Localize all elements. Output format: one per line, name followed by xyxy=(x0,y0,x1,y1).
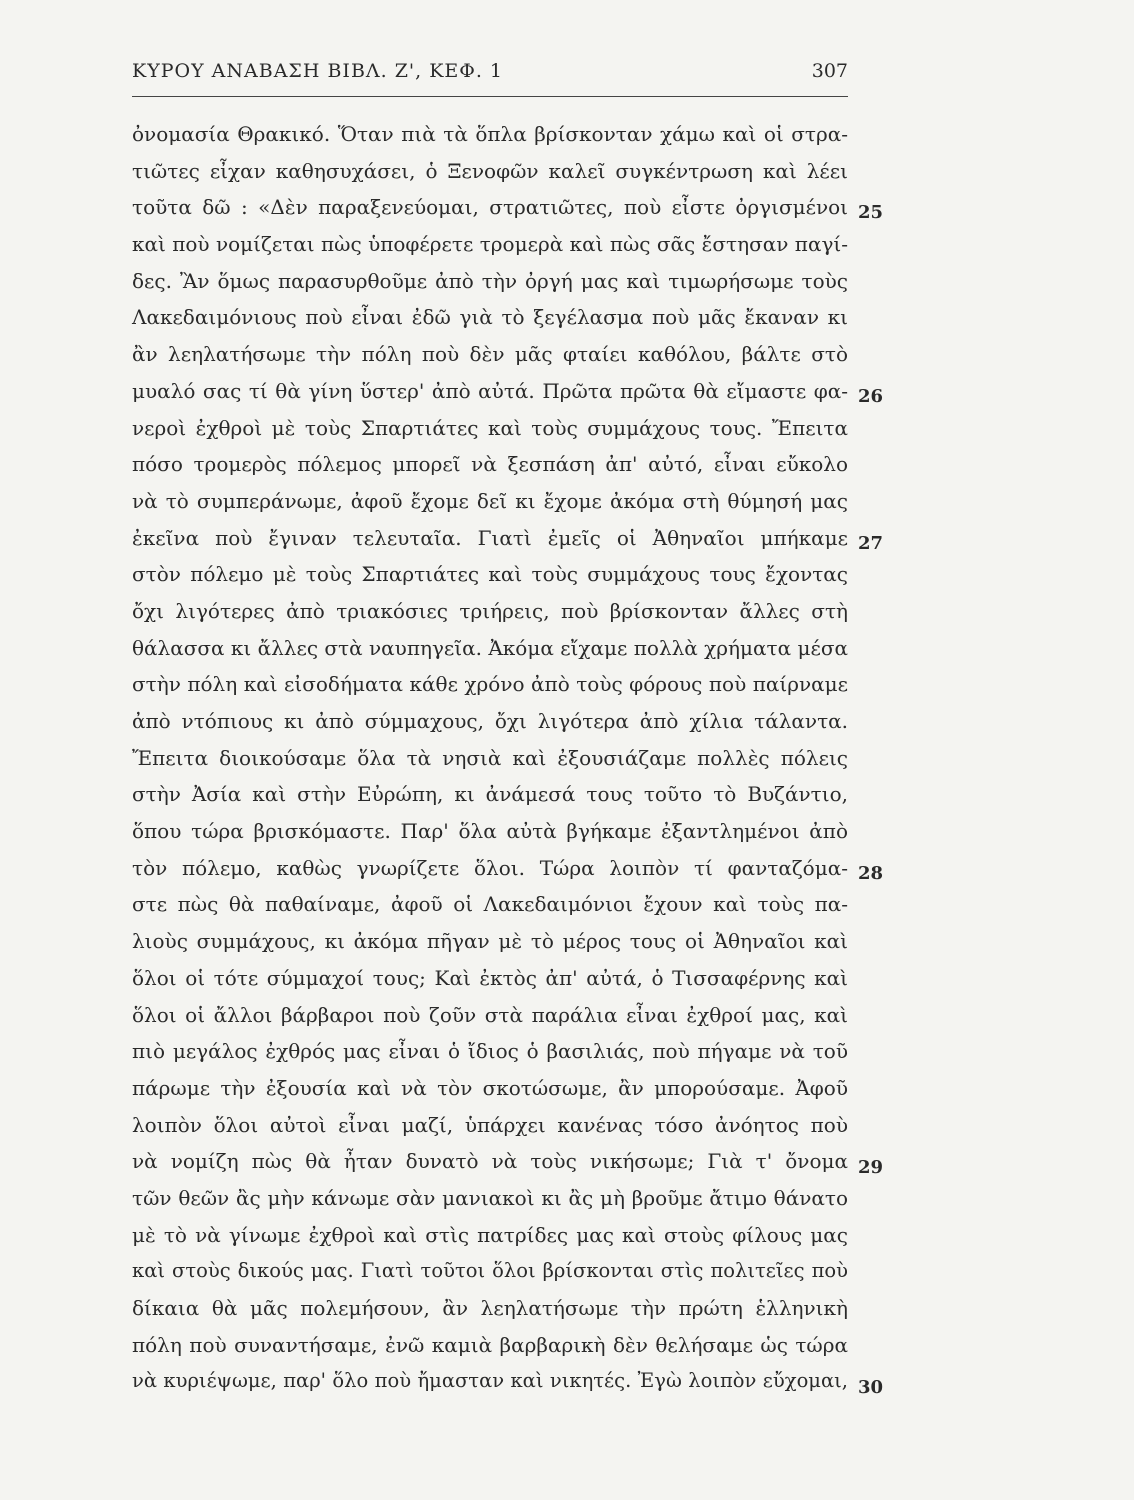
text-line: ὅλοι οἱ ἄλλοι βάρβαροι ποὺ ζοῦν στὰ παράλια εἶναι ἐχθροί μας, καὶ xyxy=(132,1002,848,1027)
text-line: πάρωμε τὴν ἐξουσία καὶ νὰ τὸν σκοτώσωμε, ἂν μπορούσαμε. Ἀφοῦ xyxy=(132,1075,848,1100)
text-line: Λακεδαιμόνιους ποὺ εἶναι ἐδῶ γιὰ τὸ ξεγέλασμα ποὺ μᾶς ἔκαναν κι xyxy=(132,305,848,330)
text-line: στὴν πόλη καὶ εἰσοδήματα κάθε χρόνο ἀπὸ τοὺς φόρους ποὺ παίρναμε xyxy=(132,672,848,697)
text-line: νεροὶ ἐχθροὶ μὲ τοὺς Σπαρτιάτες καὶ τοὺς συμμάχους τους. Ἔπειτα xyxy=(132,415,848,440)
text-line: θάλασσα κι ἄλλες στὰ ναυπηγεῖα. Ἀκόμα εἴχαμε πολλὰ χρήματα μέσα xyxy=(132,635,848,660)
section-number: 27 xyxy=(858,532,884,554)
text-line: τῶν θεῶν ἂς μὴν κάνωμε σὰν μανιακοὶ κι ἂς μὴ βροῦμε ἄτιμο θάνατο xyxy=(132,1185,848,1210)
text-line: ὄχι λιγότερες ἀπὸ τριακόσιες τριήρεις, ποὺ βρίσκονταν ἄλλες στὴ xyxy=(132,598,848,623)
text-line: τιῶτες εἶχαν καθησυχάσει, ὁ Ξενοφῶν καλεῖ συγκέντρωση καὶ λέει xyxy=(132,158,848,183)
text-line: νὰ τὸ συμπεράνωμε, ἀφοῦ ἔχομε δεῖ κι ἔχομε ἀκόμα στὴ θύμησή μας xyxy=(132,488,848,513)
text-line: ὅπου τώρα βρισκόμαστε. Παρ' ὅλα αὐτὰ βγήκαμε ἐξαντλημένοι ἀπὸ xyxy=(132,819,848,844)
text-line: δίκαια θὰ μᾶς πολεμήσουν, ἂν λεηλατήσωμε τὴν πρώτη ἑλληνικὴ xyxy=(132,1296,848,1320)
text-line: μυαλό σας τί θὰ γίνη ὕστερ' ἀπὸ αὐτά. Πρῶτα πρῶτα θὰ εἴμαστε φα- xyxy=(132,378,848,403)
body-text xyxy=(132,116,848,1400)
text-line: λοιπὸν ὅλοι αὐτοὶ εἶναι μαζί, ὑπάρχει κανένας τόσο ἀνόητος ποὺ xyxy=(132,1112,848,1137)
section-number: 28 xyxy=(858,863,884,884)
text-line: νὰ νομίζη πὼς θὰ ἦταν δυνατὸ νὰ τοὺς νικήσωμε; Γιὰ τ' ὄνομα xyxy=(132,1149,848,1174)
section-number: 25 xyxy=(858,202,884,224)
text-line: δες. Ἂν ὅμως παρασυρθοῦμε ἀπὸ τὴν ὀργή μας καὶ τιμωρήσωμε τοὺς xyxy=(132,268,848,293)
running-title: ΚΥΡΟΥ ΑΝΑΒΑΣΗ ΒΙΒΛ. Ζ', ΚΕΦ. 1 xyxy=(132,60,504,82)
text-line: ὅλοι οἱ τότε σύμμαχοί τους; Καὶ ἐκτὸς ἀπ' αὐτά, ὁ Τισσαφέρνης καὶ xyxy=(132,965,848,990)
text-line: πόσο τρομερὸς πόλεμος μπορεῖ νὰ ξεσπάση ἀπ' αὐτό, εἶναι εὔκολο xyxy=(132,452,848,477)
text-line: ἐκεῖνα ποὺ ἔγιναν τελευταῖα. Γιατὶ ἐμεῖς οἱ Ἀθηναῖοι μπήκαμε xyxy=(132,525,848,550)
text-line: τὸν πόλεμο, καθὼς γνωρίζετε ὅλοι. Τώρα λοιπὸν τί φανταζόμα- xyxy=(132,855,848,880)
text-line: μὲ τὸ νὰ γίνωμε ἐχθροὶ καὶ στὶς πατρίδες μας καὶ στοὺς φίλους μας xyxy=(132,1222,848,1247)
text-line: πιὸ μεγάλος ἐχθρός μας εἶναι ὁ ἴδιος ὁ βασιλιάς, ποὺ πήγαμε νὰ τοῦ xyxy=(132,1039,848,1064)
text-line: πόλη ποὺ συναντήσαμε, ἐνῶ καμιὰ βαρβαρικὴ δὲν θελήσαμε ὡς τώρα xyxy=(132,1332,848,1357)
section-number: 30 xyxy=(858,1376,884,1398)
running-header xyxy=(132,60,848,92)
section-number: 29 xyxy=(858,1156,884,1178)
page-number: 307 xyxy=(811,60,848,82)
text-line: τοῦτα δῶ : «Δὲν παραξενεύομαι, στρατιῶτες, ποὺ εἶστε ὀργισμένοι xyxy=(132,195,848,220)
text-line: Ἔπειτα διοικούσαμε ὅλα τὰ νησιὰ καὶ ἐξουσιάζαμε πολλὲς πόλεις xyxy=(132,745,848,770)
text-line: λιοὺς συμμάχους, κι ἀκόμα πῆγαν μὲ τὸ μέρος τους οἱ Ἀθηναῖοι καὶ xyxy=(132,929,848,954)
header-rule xyxy=(132,96,848,97)
text-line: νὰ κυριέψωμε, παρ' ὅλο ποὺ ἤμασταν καὶ νικητές. Ἐγὼ λοιπὸν εὔχομαι, xyxy=(132,1369,848,1393)
text-line: στὸν πόλεμο μὲ τοὺς Σπαρτιάτες καὶ τοὺς συμμάχους τους ἔχοντας xyxy=(132,562,848,587)
section-number: 26 xyxy=(858,385,884,407)
text-line: ἀπὸ ντόπιους κι ἀπὸ σύμμαχους, ὄχι λιγότερα ἀπὸ χίλια τάλαντα. xyxy=(132,709,848,733)
text-line: στε πὼς θὰ παθαίναμε, ἀφοῦ οἱ Λακεδαιμόνιοι ἔχουν καὶ τοὺς πα- xyxy=(132,892,848,917)
text-line: ἂν λεηλατήσωμε τὴν πόλη ποὺ δὲν μᾶς φταίει καθόλου, βάλτε στὸ xyxy=(132,342,848,367)
text-line: καὶ στοὺς δικούς μας. Γιατὶ τοῦτοι ὅλοι βρίσκονται στὶς πολιτεῖες ποὺ xyxy=(132,1259,848,1283)
text-line: ὀνομασία Θρακικό. Ὅταν πιὰ τὰ ὅπλα βρίσκονταν χάμω καὶ οἱ στρα- xyxy=(132,122,848,146)
text-line: στὴν Ἀσία καὶ στὴν Εὐρώπη, κι ἀνάμεσά τους τοῦτο τὸ Βυζάντιο, xyxy=(132,782,848,807)
text-line: καὶ ποὺ νομίζεται πὼς ὑποφέρετε τρομερὰ καὶ πὼς σᾶς ἔστησαν παγί- xyxy=(132,232,848,257)
